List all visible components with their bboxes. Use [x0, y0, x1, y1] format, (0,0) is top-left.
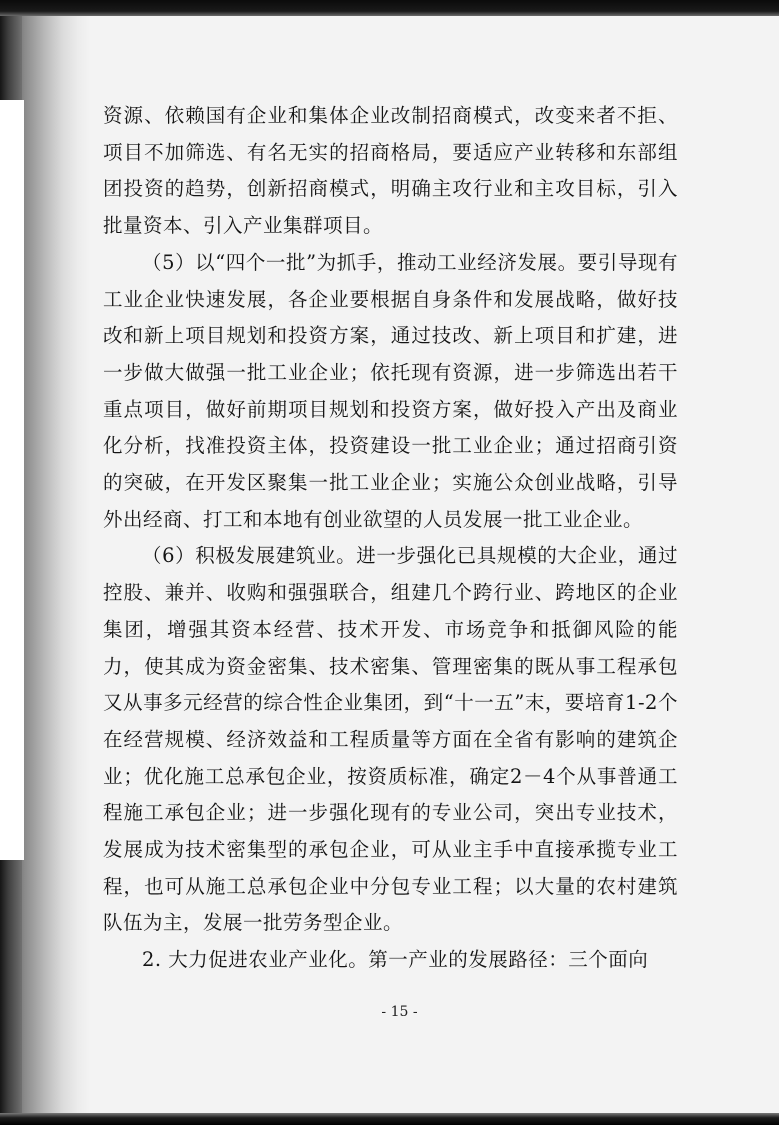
paragraph-section-2: 2. 大力促进农业产业化。第一产业的发展路径：三个面向	[142, 948, 649, 972]
paragraph-continued: 资源、依赖国有企业和集体企业改制招商模式，改变来者不拒、项目不加筛选、有名无实的招商格局，要适应产业转移和东部组团投资的趋势，创新招商模式，明确主攻行业和主攻目标，引入批量资本、引入产业集群项目。	[103, 104, 678, 238]
body-text	[103, 98, 678, 979]
page-gap	[0, 100, 24, 860]
scanner-top-edge	[0, 0, 779, 16]
page-number: - 15 -	[381, 1004, 418, 1020]
scanner-bottom-edge	[0, 1113, 779, 1125]
paragraph-item-5: （5）以“四个一批”为抓手，推动工业经济发展。要引导现有工业企业快速发展，各企业要根据自身条件和发展战略，做好技改和新上项目规划和投资方案，通过技改、新上项目和扩建，进一步做大做强一批工业企业；依托现有资源，进一步筛选出若干重点项目，做好前期项目规划和投资方案，做好投入产出及商业化分析，找准投资主体，投资建设一批工业企业；通过招商引资的突破，在开发区聚集一批工业企业；实施公众创业战略，引导外出经商、打工和本地有创业欲望的人员发展一批工业企业。	[103, 250, 678, 531]
paragraph-item-6: （6）积极发展建筑业。进一步强化已具规模的大企业，通过控股、兼并、收购和强强联合，组建几个跨行业、跨地区的企业集团，增强其资本经营、技术开发、市场竞争和抵御风险的能力，使其成为资金密集、技术密集、管理密集的既从事工程承包又从事多元经营的综合性企业集团，到“十一五”末，要培育1-2个在经营规模、经济效益和工程质量等方面在全省有影响的建筑企业；优化施工总承包企业，按资质标准，确定2－4个从事普通工程施工承包企业；进一步强化现有的专业公司，突出专业技术，发展成为技术密集型的承包企业，可从业主手中直接承揽专业工程，也可从施工总承包企业中分包专业工程；以大量的农村建筑队伍为主，发展一批劳务型企业。	[103, 544, 678, 935]
